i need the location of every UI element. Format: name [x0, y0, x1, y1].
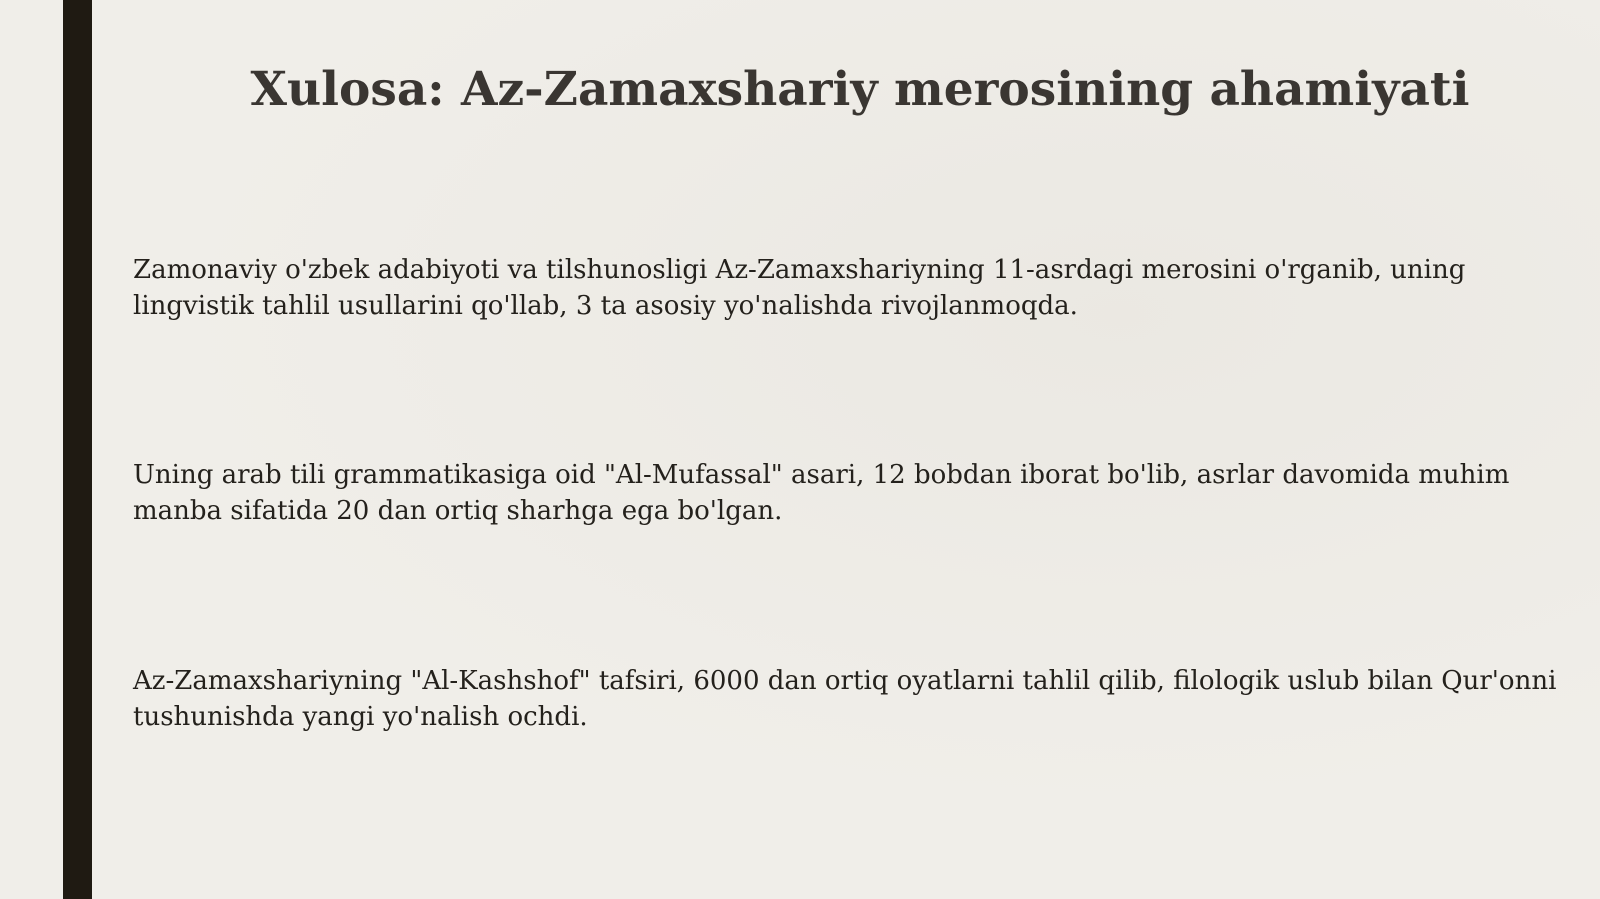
- paragraph-2: Uning arab tili grammatikasiga oid "Al-Mufassal" asari, 12 bobdan iborat bo'lib, asrlar davomida muhim manba sifatida 20 dan ortiq sharhga ega bo'lgan.: [133, 460, 1510, 526]
- paragraph-3: Az-Zamaxshariyning "Al-Kashshof" tafsiri, 6000 dan ortiq oyatlarni tahlil qilib, filologik uslub bilan Qur'onni tushunishda yangi yo'nalish ochdi.: [133, 666, 1557, 732]
- paragraph-1: Zamonaviy o'zbek adabiyoti va tilshunosligi Az-Zamaxshariyning 11-asrdagi merosini o'rganib, uning lingvistik tahlil usullarini qo'llab, 3 ta asosiy yo'nalishda rivojlanmoqda.: [133, 255, 1466, 321]
- left-accent-bar: [63, 0, 92, 899]
- slide-title: Xulosa: Az-Zamaxshariy merosining ahamiyati: [250, 62, 1470, 117]
